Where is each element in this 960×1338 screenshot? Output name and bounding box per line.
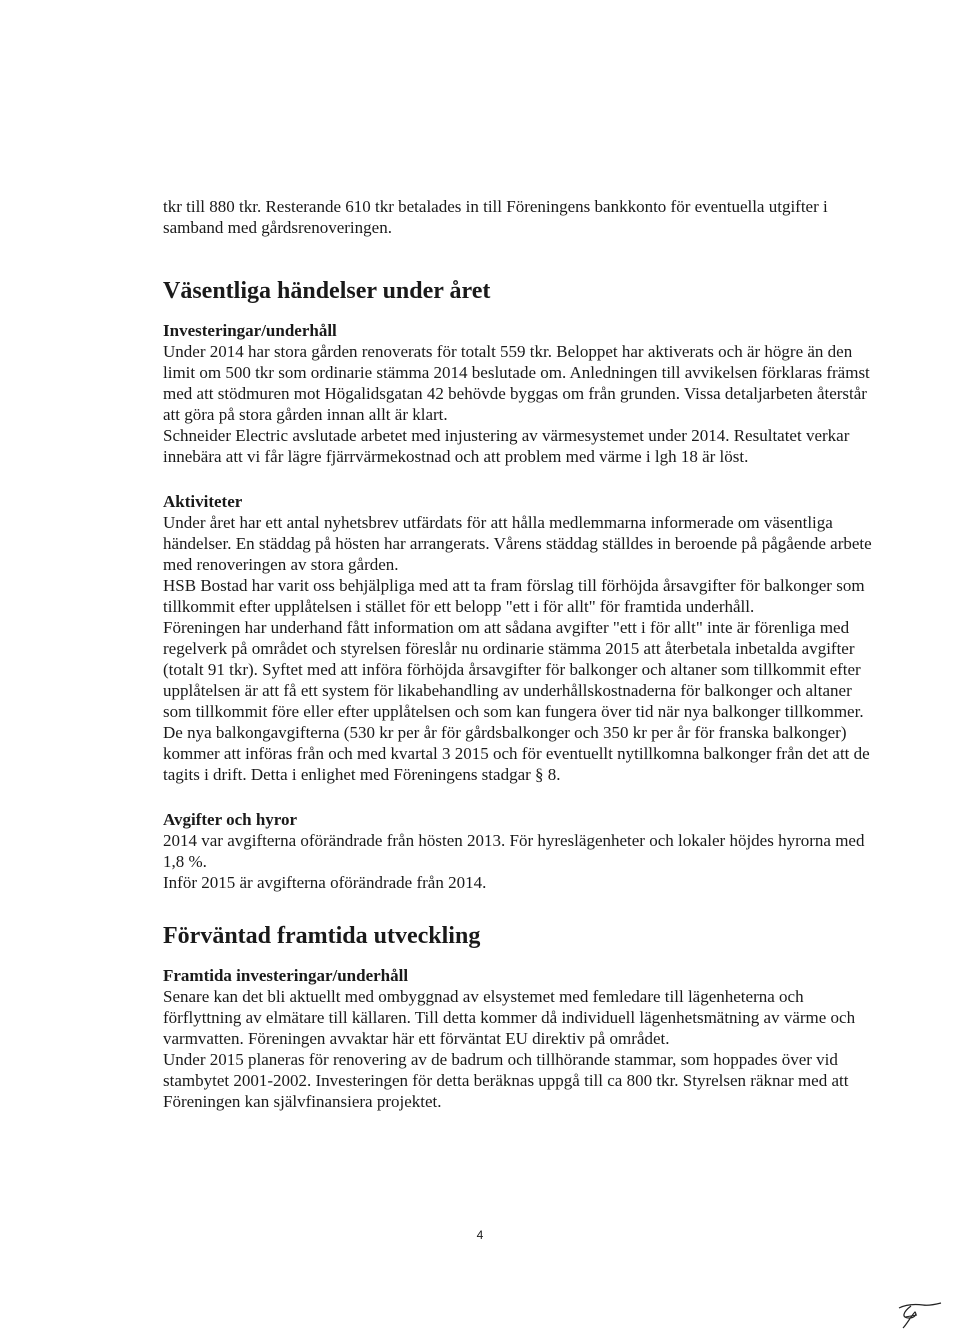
paragraph: Senare kan det bli aktuellt med ombyggnad av elsystemet med femledare till lägenheterna och förflyttning av elmätare till källaren. Till detta kommer då individuell lägenhetsmätning av värme och varmvatten. Föreningen avvaktar här ett förväntat EU direktiv på området.	[163, 987, 856, 1048]
document-page	[163, 196, 883, 1136]
subsection-fees-rents	[163, 809, 883, 893]
subsection-title: Investeringar/underhåll	[163, 321, 337, 340]
paragraph: Schneider Electric avslutade arbetet med injustering av värmesystemet under 2014. Resultatet verkar innebära att vi får lägre fjärrvärmekostnad och att problem med värme i lgh 18 är löst.	[163, 426, 850, 466]
subsection-future-investments	[163, 965, 883, 1112]
paragraph: 2014 var avgifterna oförändrade från hösten 2013. För hyreslägenheter och lokaler höjdes hyrorna med 1,8 %.	[163, 831, 865, 871]
signature-initials-icon	[893, 1300, 943, 1330]
paragraph: Under året har ett antal nyhetsbrev utfärdats för att hålla medlemmarna informerade om väsentliga händelser. En städdag på hösten har arrangerats. Vårens städdag ställdes in beroende på pågående arbete med renoveringen av stora gården.	[163, 513, 872, 574]
paragraph: Inför 2015 är avgifterna oförändrade från 2014.	[163, 873, 487, 892]
section-significant-events	[163, 276, 883, 893]
section-future-development	[163, 921, 883, 1112]
section-title: Väsentliga händelser under året	[163, 278, 491, 304]
paragraph: Under 2014 har stora gården renoverats för totalt 559 tkr. Beloppet har aktiverats och är högre än den limit om 500 tkr som ordinarie stämma 2014 beslutade om. Anledningen till avvikelsen förklaras främst med att stödmuren mot Högalidsgatan 42 behövde byggas om från grunden. Vissa detaljarbeten återstår att göra på stora gården innan allt är klart.	[163, 342, 870, 424]
paragraph: Föreningen har underhand fått information om att sådana avgifter "ett i för allt" inte är förenliga med regelverk på området och styrelsen föreslår nu ordinarie stämma 2015 att återbetala inbetalda avgifter (totalt 91 tkr). Syftet med att införa förhöjda årsavgifter för balkonger och altaner som tillkommit efter upplåtelsen är att få ett system för likabehandling av underhållskostnaderna för balkonger och altaner som tillkommit före eller efter upplåtelsen och som kan fungera över tid när nya balkonger tillkommer. De nya balkongavgifterna (530 kr per år för gårdsbalkonger och 350 kr per år för franska balkonger) kommer att införas från och med kvartal 3 2015 och för eventuellt nytillkomna balkonger från det att de tagits i drift. Detta i enlighet med Föreningens stadgar § 8.	[163, 618, 870, 784]
subsection-title: Aktiviteter	[163, 492, 243, 511]
subsection-activities	[163, 491, 883, 785]
section-title: Förväntad framtida utveckling	[163, 923, 481, 949]
subsection-title: Framtida investeringar/underhåll	[163, 966, 409, 985]
paragraph: HSB Bostad har varit oss behjälpliga med att ta fram förslag till förhöjda årsavgifter för balkonger som tillkommit efter upplåtelsen i stället för ett belopp "ett i för allt" för framtida underhåll.	[163, 576, 865, 616]
page-number: 4	[476, 1228, 484, 1242]
paragraph: Under 2015 planeras för renovering av de badrum och tillhörande stammar, som hoppades över vid stambytet 2001-2002. Investeringen för detta beräknas uppgå till ca 800 tkr. Styrelsen räknar med att Föreningen kan självfinansiera projektet.	[163, 1050, 849, 1111]
subsection-investments	[163, 320, 883, 467]
intro-paragraph: tkr till 880 tkr. Resterande 610 tkr betalades in till Föreningens bankkonto för eventuella utgifter i samband med gårdsrenoveringen.	[163, 197, 828, 237]
subsection-title: Avgifter och hyror	[163, 810, 298, 829]
